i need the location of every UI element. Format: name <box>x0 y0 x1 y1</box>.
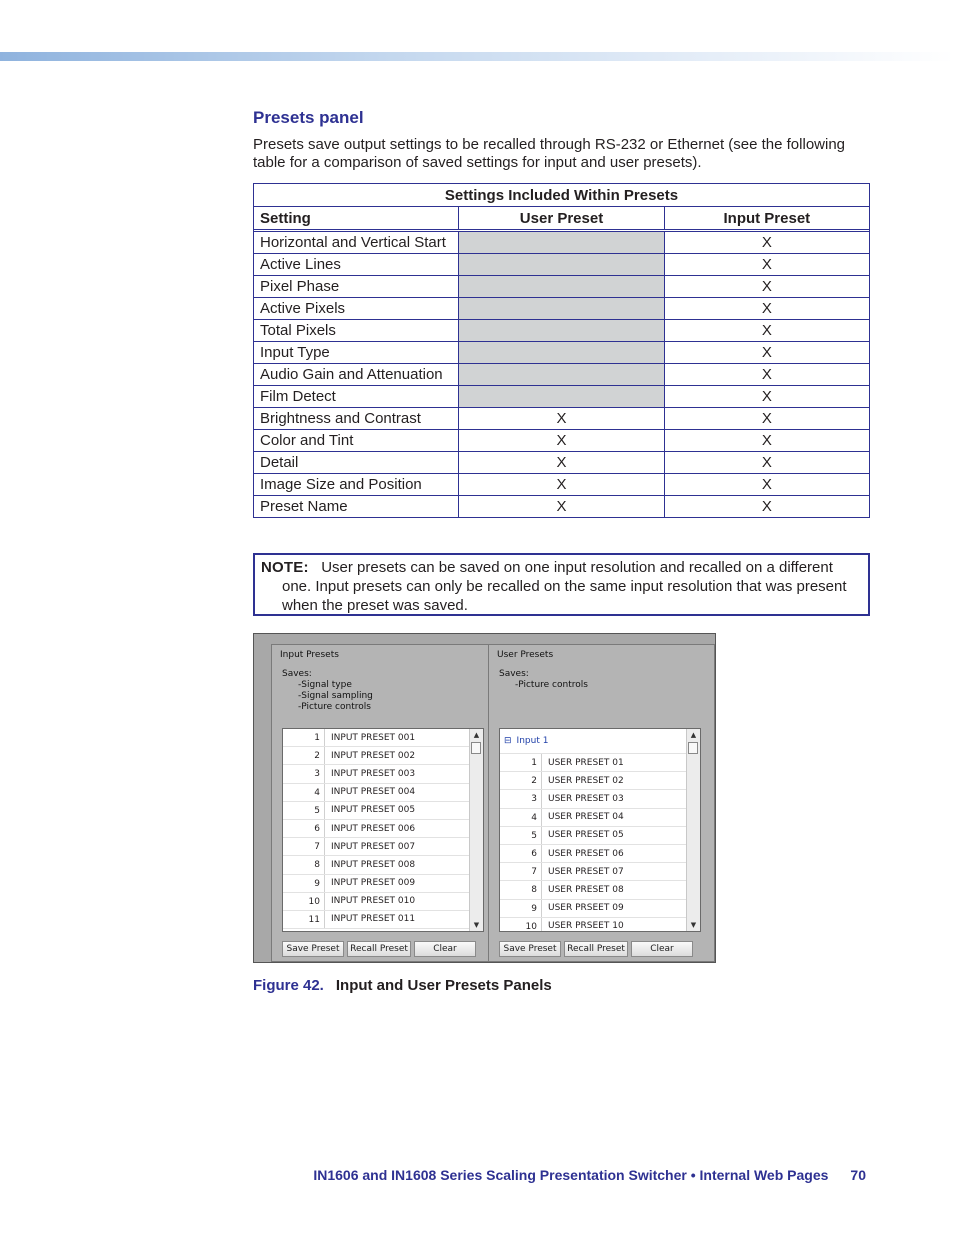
input-preset-cell: X <box>664 320 869 342</box>
column-header-input-preset: Input Preset <box>664 207 869 230</box>
panel-title: Input Presets <box>280 650 339 660</box>
user-preset-cell <box>459 386 664 408</box>
saves-description <box>282 669 373 713</box>
saves-item: -Picture controls <box>515 680 588 690</box>
presets-screenshot <box>253 633 716 963</box>
setting-cell: Audio Gain and Attenuation <box>254 364 459 386</box>
preset-name: INPUT PRESET 003 <box>331 768 416 779</box>
preset-name: USER PRESET 08 <box>548 884 624 895</box>
setting-cell: Pixel Phase <box>254 276 459 298</box>
input-preset-cell: X <box>664 408 869 430</box>
setting-cell: Active Lines <box>254 254 459 276</box>
input-preset-cell: X <box>664 276 869 298</box>
recall-preset-button[interactable]: Recall Preset <box>347 941 411 957</box>
preset-row[interactable] <box>283 729 469 747</box>
scroll-down-icon[interactable]: ▼ <box>473 921 480 929</box>
preset-name: INPUT PRESET 004 <box>331 787 416 798</box>
input-preset-cell: X <box>664 254 869 276</box>
preset-row[interactable] <box>500 863 686 881</box>
preset-row[interactable] <box>283 856 469 874</box>
user-preset-cell <box>459 320 664 342</box>
setting-cell: Brightness and Contrast <box>254 408 459 430</box>
preset-number: 7 <box>500 863 542 880</box>
save-preset-button[interactable]: Save Preset <box>499 941 561 957</box>
section-title: Presets panel <box>253 108 364 127</box>
input-preset-cell: X <box>664 430 869 452</box>
user-preset-cell: X <box>459 408 664 430</box>
table-row <box>254 298 870 320</box>
preset-row[interactable] <box>283 802 469 820</box>
preset-name: INPUT PRESET 008 <box>331 859 416 870</box>
preset-name: USER PRESET 07 <box>548 866 624 877</box>
figure-title: Input and User Presets Panels <box>335 977 552 994</box>
save-preset-button[interactable]: Save Preset <box>282 941 344 957</box>
setting-cell: Color and Tint <box>254 430 459 452</box>
figure-number: Figure 42. <box>253 977 324 994</box>
user-preset-cell <box>459 276 664 298</box>
saves-label: Saves: <box>499 669 529 679</box>
table-row <box>254 232 870 254</box>
setting-cell: Total Pixels <box>254 320 459 342</box>
preset-name: INPUT PRESET 006 <box>331 823 416 834</box>
setting-cell: Detail <box>254 452 459 474</box>
user-preset-cell: X <box>459 430 664 452</box>
group-label: Input 1 <box>516 736 549 746</box>
table-row <box>254 386 870 408</box>
preset-name: USER PRSEET 10 <box>548 921 624 932</box>
input-preset-cell: X <box>664 496 869 518</box>
table-row <box>254 496 870 518</box>
page-footer <box>0 1167 866 1183</box>
table-row <box>254 276 870 298</box>
table-row <box>254 254 870 276</box>
scroll-down-icon[interactable]: ▼ <box>690 921 697 929</box>
preset-row[interactable] <box>283 784 469 802</box>
user-preset-cell <box>459 232 664 254</box>
preset-number: 2 <box>283 747 325 764</box>
preset-name: USER PRESET 03 <box>548 793 624 804</box>
preset-number: 8 <box>283 856 325 873</box>
preset-number: 6 <box>283 820 325 837</box>
preset-name: INPUT PRESET 010 <box>331 896 416 907</box>
figure-caption <box>253 977 552 994</box>
table-row <box>254 364 870 386</box>
preset-row[interactable] <box>283 911 469 929</box>
preset-row[interactable] <box>500 790 686 808</box>
button-row <box>282 941 476 957</box>
input-preset-cell: X <box>664 386 869 408</box>
input-group-row[interactable] <box>500 729 686 754</box>
preset-row[interactable] <box>500 772 686 790</box>
preset-row[interactable] <box>500 881 686 899</box>
table-row <box>254 474 870 496</box>
scroll-up-icon[interactable]: ▲ <box>473 731 480 739</box>
table-row <box>254 430 870 452</box>
setting-cell: Horizontal and Vertical Start <box>254 232 459 254</box>
user-preset-cell <box>459 364 664 386</box>
preset-row[interactable] <box>500 845 686 863</box>
user-presets-panel <box>488 644 715 962</box>
input-preset-cell: X <box>664 298 869 320</box>
setting-cell: Film Detect <box>254 386 459 408</box>
scroll-up-icon[interactable]: ▲ <box>690 731 697 739</box>
preset-number: 10 <box>500 918 542 932</box>
preset-number: 8 <box>500 881 542 898</box>
preset-number: 5 <box>283 802 325 819</box>
column-header-user-preset: User Preset <box>459 207 664 230</box>
preset-row[interactable] <box>500 754 686 772</box>
table-row <box>254 452 870 474</box>
settings-table <box>253 183 870 518</box>
user-preset-cell: X <box>459 452 664 474</box>
preset-name: INPUT PRESET 005 <box>331 805 416 816</box>
preset-name: USER PRESET 06 <box>548 848 624 859</box>
preset-number: 4 <box>283 784 325 801</box>
table-caption: Settings Included Within Presets <box>254 184 870 207</box>
preset-number: 7 <box>283 838 325 855</box>
preset-name: USER PRSEET 09 <box>548 903 624 914</box>
saves-item: -Signal type <box>298 680 352 690</box>
input-preset-cell: X <box>664 452 869 474</box>
preset-number: 10 <box>283 893 325 910</box>
user-preset-cell <box>459 342 664 364</box>
preset-number: 1 <box>500 754 542 771</box>
saves-item: -Picture controls <box>298 702 371 712</box>
input-preset-cell: X <box>664 232 869 254</box>
scroll-thumb[interactable] <box>471 742 481 754</box>
table-row <box>254 320 870 342</box>
preset-name: INPUT PRESET 001 <box>331 732 416 743</box>
panel-title: User Presets <box>497 650 554 660</box>
setting-cell: Active Pixels <box>254 298 459 320</box>
column-header-setting: Setting <box>254 207 459 230</box>
preset-name: USER PRESET 01 <box>548 757 624 768</box>
preset-name: USER PRESET 04 <box>548 812 624 823</box>
table-row <box>254 408 870 430</box>
input-preset-cell: X <box>664 342 869 364</box>
table-row <box>254 342 870 364</box>
preset-name: USER PRESET 05 <box>548 830 624 841</box>
scrollbar[interactable] <box>686 729 700 931</box>
preset-name: INPUT PRESET 011 <box>331 914 416 925</box>
user-preset-cell: X <box>459 496 664 518</box>
collapse-icon[interactable]: ⊟ <box>504 736 512 746</box>
clear-button[interactable]: Clear <box>631 941 693 957</box>
footer-title: IN1606 and IN1608 Series Scaling Presentation Switcher • Internal Web Pages <box>313 1167 829 1183</box>
saves-item: -Signal sampling <box>298 691 373 701</box>
button-row <box>499 941 693 957</box>
preset-row[interactable] <box>500 809 686 827</box>
preset-number: 3 <box>283 765 325 782</box>
preset-row[interactable] <box>500 900 686 918</box>
user-preset-list[interactable] <box>499 728 701 932</box>
input-preset-cell: X <box>664 364 869 386</box>
preset-row[interactable] <box>283 820 469 838</box>
setting-cell: Input Type <box>254 342 459 364</box>
setting-cell: Preset Name <box>254 496 459 518</box>
preset-number: 9 <box>500 900 542 917</box>
saves-label: Saves: <box>282 669 312 679</box>
preset-name: INPUT PRESET 009 <box>331 878 416 889</box>
preset-row[interactable] <box>283 893 469 911</box>
preset-row[interactable] <box>283 765 469 783</box>
preset-number: 9 <box>283 875 325 892</box>
input-preset-cell: X <box>664 474 869 496</box>
preset-row[interactable] <box>500 918 686 932</box>
recall-preset-button[interactable]: Recall Preset <box>564 941 628 957</box>
user-preset-cell: X <box>459 474 664 496</box>
note-text: User presets can be saved on one input resolution and recalled on a different one. Input presets can only be recalled on the same input resolution that was present when the preset was saved. <box>282 559 847 614</box>
preset-number: 1 <box>283 729 325 746</box>
preset-name: USER PRESET 02 <box>548 775 624 786</box>
scrollbar[interactable] <box>469 729 483 931</box>
clear-button[interactable]: Clear <box>414 941 476 957</box>
preset-row[interactable] <box>283 747 469 765</box>
preset-number: 5 <box>500 827 542 844</box>
preset-row[interactable] <box>283 875 469 893</box>
user-preset-cell <box>459 254 664 276</box>
page-number: 70 <box>850 1167 866 1183</box>
preset-number: 3 <box>500 790 542 807</box>
preset-name: INPUT PRESET 007 <box>331 841 416 852</box>
scroll-thumb[interactable] <box>688 742 698 754</box>
note-box <box>253 553 870 616</box>
preset-row[interactable] <box>500 827 686 845</box>
preset-number: 6 <box>500 845 542 862</box>
input-preset-list[interactable] <box>282 728 484 932</box>
header-gradient-bar <box>0 52 954 61</box>
input-presets-panel <box>271 644 498 962</box>
user-preset-cell <box>459 298 664 320</box>
saves-description <box>499 669 588 691</box>
note-label: NOTE: <box>261 559 309 576</box>
setting-cell: Image Size and Position <box>254 474 459 496</box>
preset-name: INPUT PRESET 002 <box>331 750 416 761</box>
preset-number: 11 <box>283 911 325 928</box>
preset-row[interactable] <box>283 838 469 856</box>
intro-paragraph: Presets save output settings to be recalled through RS-232 or Ethernet (see the following table for a comparison of saved settings for input and user presets). <box>253 136 846 171</box>
preset-number: 4 <box>500 809 542 826</box>
preset-number: 2 <box>500 772 542 789</box>
